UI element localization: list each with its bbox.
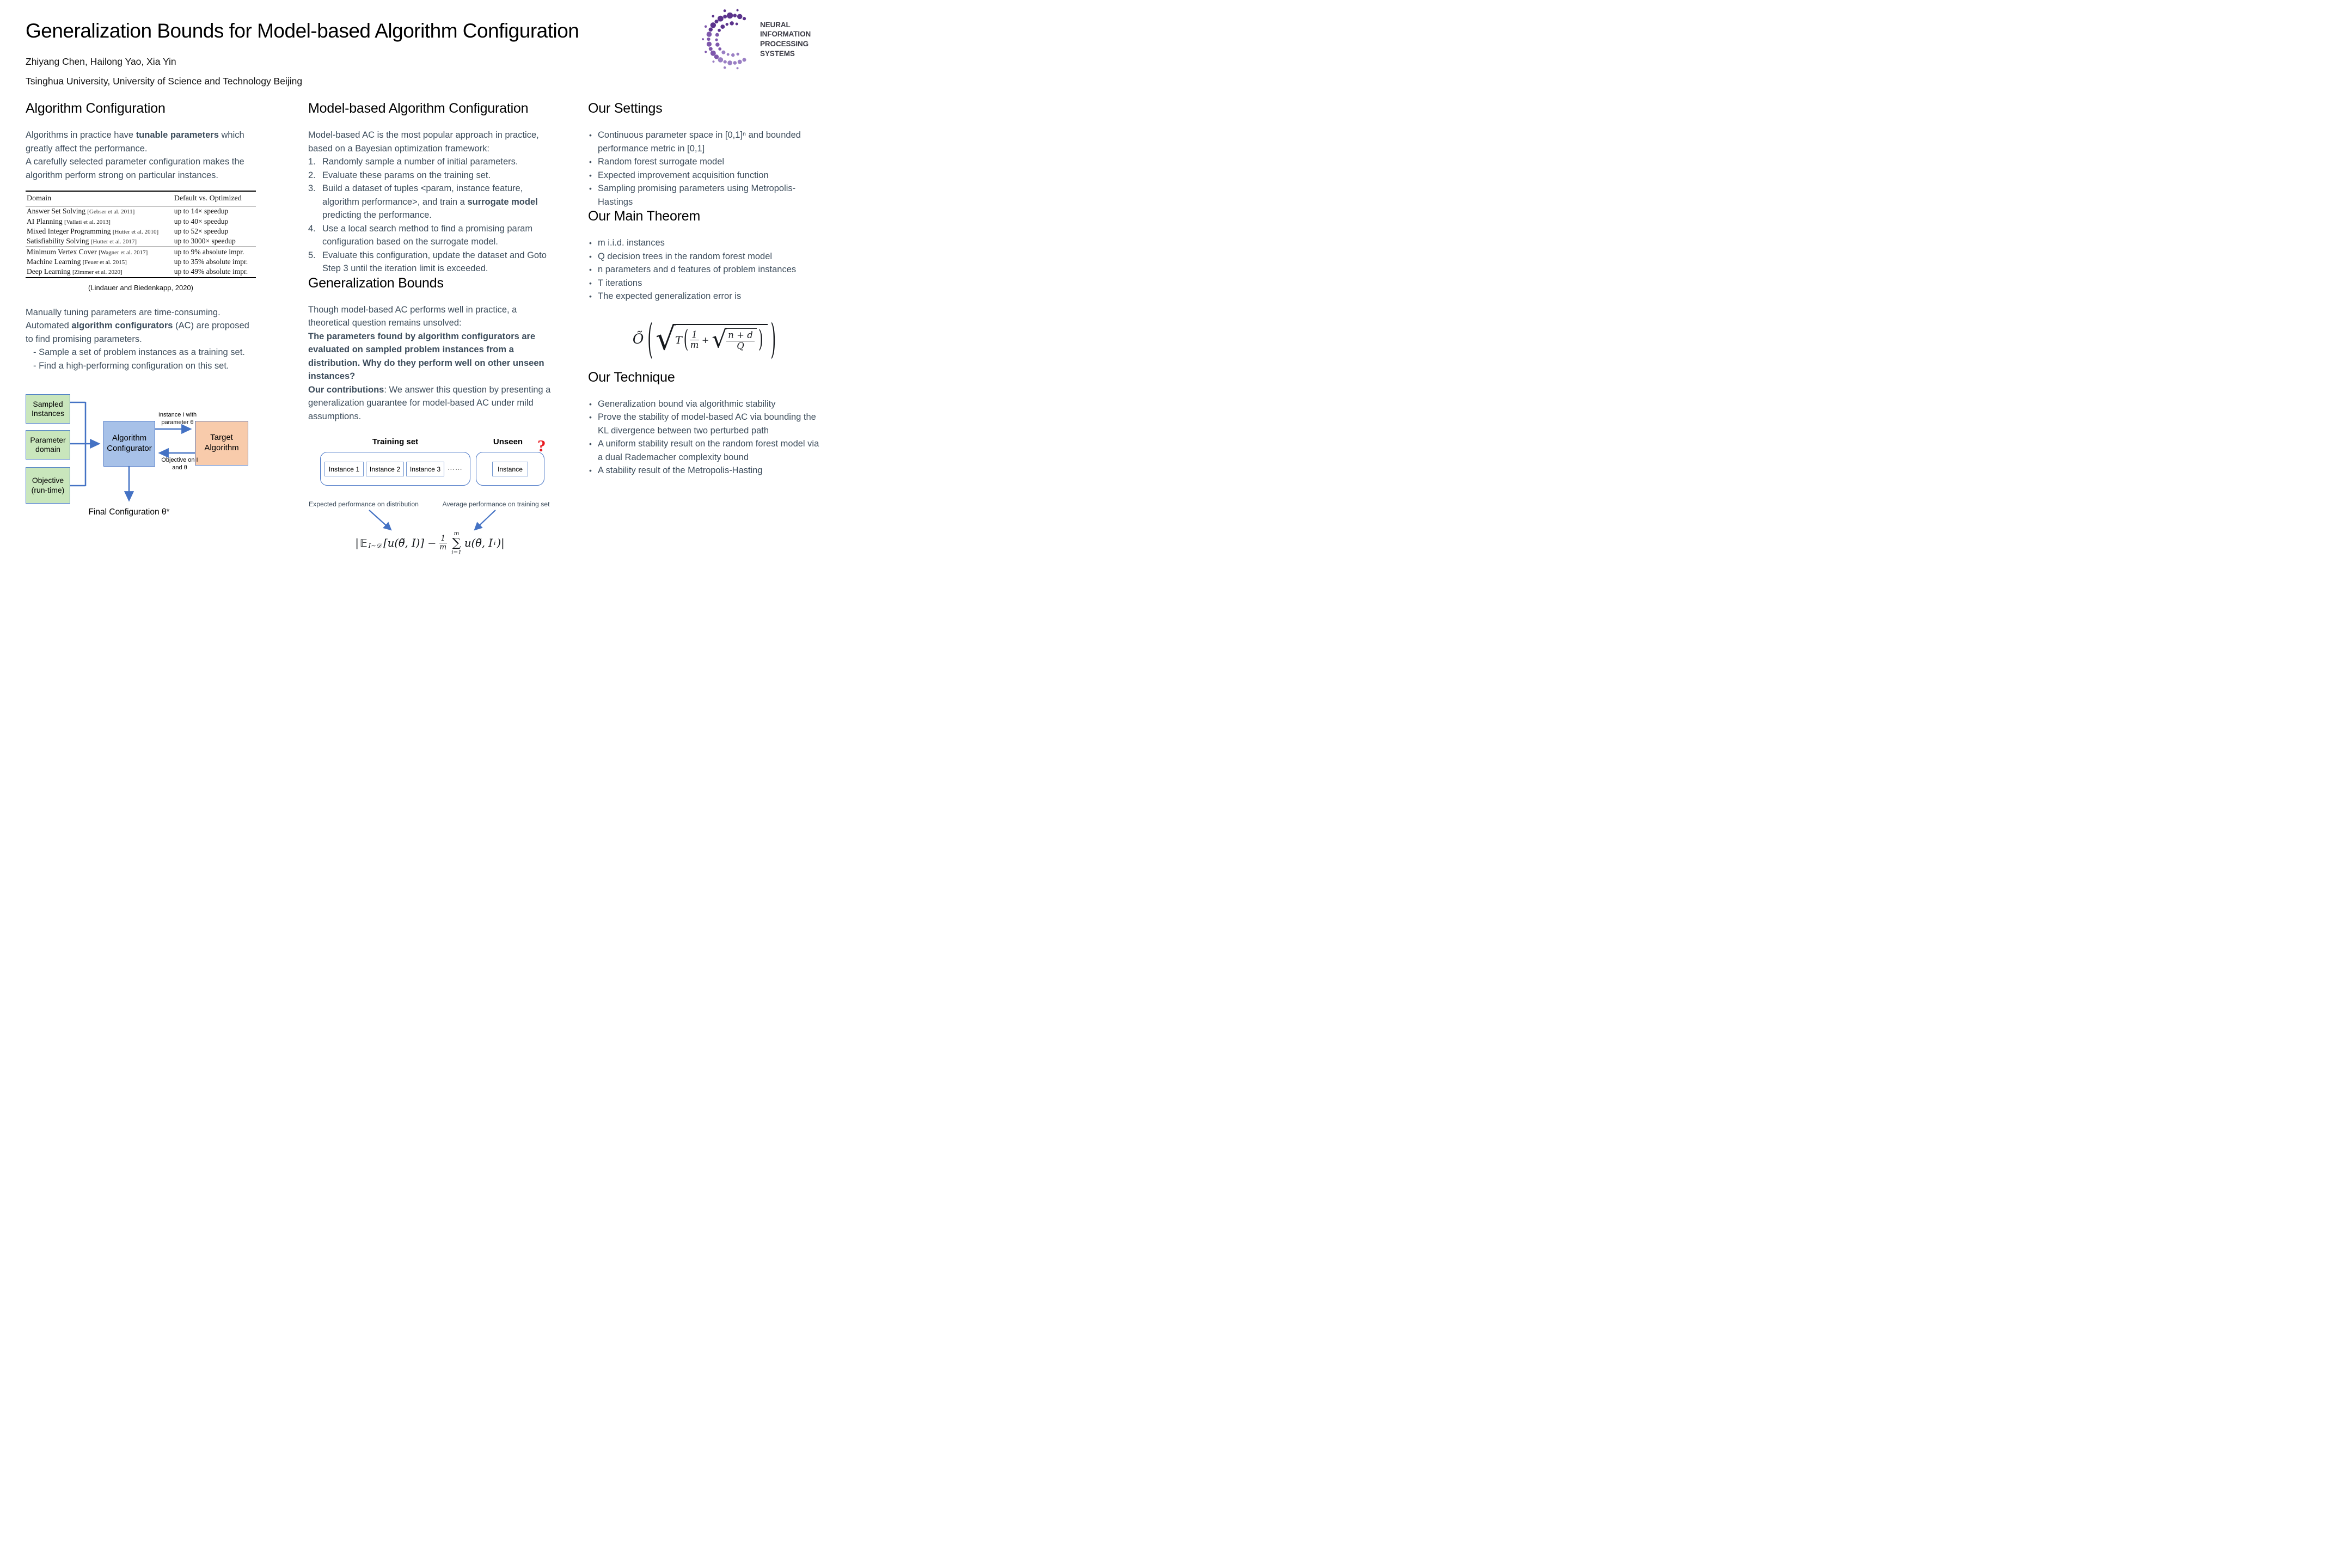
list-item-step3: 3. Build a dataset of tuples <param, instance feature, algorithm performance>, and train a surrogate model predicting the performance. <box>308 183 538 220</box>
annotation-arrows-icon <box>308 508 552 533</box>
bullet-icon: • <box>589 170 592 180</box>
section-title-model-based-ac: Model-based Algorithm Configuration <box>308 101 529 116</box>
paragraph-carefully-selected: A carefully selected parameter configuration makes the algorithm perform strong on particular instances. <box>26 157 244 180</box>
box-objective-runtime: Objective (run-time) <box>26 467 70 504</box>
results-table <box>26 191 256 278</box>
training-set-figure <box>308 437 552 493</box>
box-sampled-instances: Sampled Instances <box>26 394 70 424</box>
list-item: • Generalization bound via algorithmic stability <box>588 397 823 411</box>
neurips-logo <box>701 4 842 74</box>
speedup-table-wrap <box>26 191 256 292</box>
list-item: • m i.i.d. instances <box>588 236 823 250</box>
table-caption: (Lindauer and Biedenkapp, 2020) <box>88 283 193 292</box>
section-title-our-technique: Our Technique <box>588 369 675 385</box>
paragraph-automated-ac: Automated algorithm configurators (AC) are proposed to find promising parameters. <box>26 321 249 344</box>
paragraph-model-based-intro: Model-based AC is the most popular approach in practice, based on a Bayesian optimization framework: <box>308 130 539 154</box>
ellipsis-dots: ⋯⋯ <box>448 464 463 473</box>
column-our-results <box>588 101 823 477</box>
algorithm-configurator-diagram <box>26 393 256 530</box>
dash-item-sample: - Sample a set of problem instances as a training set. <box>33 347 245 358</box>
bullet-icon: • <box>589 238 592 247</box>
list-item: • T iterations <box>588 277 823 290</box>
affiliation: Tsinghua University, University of Science and Technology Beijing <box>26 76 303 87</box>
bullet-icon: • <box>589 399 592 408</box>
list-item: • A uniform stability result on the random forest model via a dual Rademacher complexity bound <box>588 437 823 464</box>
list-item: • Expected improvement acquisition function <box>588 169 823 182</box>
section-title-our-main-theorem: Our Main Theorem <box>588 209 701 224</box>
list-item-step2: 2. Evaluate these params on the training set. <box>308 170 491 180</box>
list-item: • The expected generalization error is <box>588 290 823 303</box>
bayesian-steps-list <box>308 155 552 275</box>
label-average-performance: Average performance on training set <box>442 500 550 508</box>
list-item: • A stability result of the Metropolis-Hasting <box>588 464 823 477</box>
settings-list <box>588 128 823 209</box>
box-algorithm-configurator: Algorithm Configurator <box>103 421 155 467</box>
label-training-set: Training set <box>372 437 419 446</box>
list-item: • Prove the stability of model-based AC via bounding the KL divergence between two perturbed path <box>588 411 823 437</box>
bullet-icon: • <box>589 184 592 193</box>
generalization-gap-formula: | 𝔼 I∼𝒟 [u(θ̃, I)] − $\frac{1}{m}$ m ∑ i=1 u(θ̃, I i )| <box>355 530 505 556</box>
neurips-logo-text <box>760 20 842 58</box>
label-final-configuration: Final Configuration θ* <box>88 507 170 517</box>
outer-square-root: √ T ( $\frac{1}{m}$ + √ $\frac{n + d}{Q}$ ) <box>656 324 768 354</box>
table-row: Answer Set Solving [Gebser et al. 2011] up to 14× speedup <box>27 207 229 216</box>
instance-2-box: Instance 2 <box>366 462 404 476</box>
inner-square-root: √ $\frac{n + d}{Q}$ <box>712 328 757 352</box>
generalization-gap-figure <box>308 500 552 555</box>
bullet-icon: • <box>589 252 592 261</box>
logo-line1: NEURAL INFORMATION <box>760 20 811 39</box>
list-item: • n parameters and d features of problem instances <box>588 263 823 277</box>
instance-1-box: Instance 1 <box>324 462 364 476</box>
bullet-icon: • <box>589 292 592 301</box>
label-unseen: Unseen <box>493 437 523 446</box>
paragraph-tunable-parameters: Algorithms in practice have tunable parameters which greatly affect the performance. A carefully selected parameter configuration makes the algorithm perform strong on particular instances. <box>26 128 256 182</box>
o-tilde-symbol: Õ <box>632 331 644 347</box>
paragraph-theoretical-question: Though model-based AC performs well in practice, a theoretical question remains unsolved: <box>308 304 517 328</box>
paragraph-key-question: The parameters found by algorithm configurators are evaluated on sampled problem instances from a distribution. Why do they perform well on other unseen instances? <box>308 331 544 381</box>
authors: Zhiyang Chen, Hailong Yao, Xia Yin <box>26 56 176 67</box>
label-instance-with-parameter: Instance I with parameter θ <box>158 412 197 426</box>
box-target-algorithm: Target Algorithm <box>195 421 248 465</box>
table-row: Minimum Vertex Cover [Wagner et al. 2017] up to 9% absolute impr. <box>26 247 256 257</box>
list-item-step1: 1. Randomly sample a number of initial parameters. <box>308 157 518 167</box>
list-item-step4: 4. Use a local search method to find a promising param configuration based on the surrogate model. <box>308 223 533 247</box>
table-row: AI Planning [Vallati et al. 2013] up to 40× speedup <box>27 217 229 225</box>
bullet-icon: • <box>589 466 592 475</box>
label-expected-performance: Expected performance on distribution <box>309 500 419 508</box>
summation-symbol: m ∑ i=1 <box>451 530 462 556</box>
expectation-symbol: 𝔼 <box>359 537 367 549</box>
table-row: Machine Learning [Feuer et al. 2015] up to 35% absolute impr. <box>27 258 248 266</box>
theorem-assumptions-list <box>588 236 823 303</box>
technique-list <box>588 397 823 477</box>
bullet-icon: • <box>589 131 592 139</box>
one-over-m-fraction: $\frac{1}{m}$ <box>690 329 699 350</box>
list-item: • Q decision trees in the random forest model <box>588 250 823 264</box>
n-plus-d-over-q-fraction: $\frac{n + d}{Q}$ <box>726 330 755 351</box>
one-over-m-fraction: $\frac{1}{m}$ <box>439 534 447 552</box>
paragraph-manual-tuning: Manually tuning parameters are time-consuming. Automated algorithm configurators (AC) are proposed to find promising parameters. - Sample a set of problem instances as a training set. - Find a high-performing configuration on this set. <box>26 306 256 373</box>
table-row: Mixed Integer Programming [Hutter et al. 2010] up to 52× speedup <box>27 226 229 235</box>
poster <box>0 0 842 561</box>
main-theorem-formula: Õ ( √ T ( $\frac{1}{m}$ + √ $\frac{n + d}{Q}$ ) ) <box>632 315 776 363</box>
bullet-icon: • <box>589 439 592 448</box>
list-item-step5: 5. Evaluate this configuration, update the dataset and Goto Step 3 until the iteration limit is exceeded. <box>308 250 547 273</box>
bullet-icon: • <box>589 413 592 421</box>
neurips-dots-icon <box>701 8 758 71</box>
table-header-domain: Domain <box>26 191 173 206</box>
section-title-our-settings: Our Settings <box>588 101 663 116</box>
instance-3-box: Instance 3 <box>406 462 444 476</box>
section-title-generalization-bounds: Generalization Bounds <box>308 275 444 291</box>
section-title-algorithm-configuration: Algorithm Configuration <box>26 101 166 116</box>
dash-item-find: - Find a high-performing configuration on this set. <box>33 360 229 371</box>
bullet-icon: • <box>589 265 592 274</box>
red-question-mark: ? <box>537 436 546 455</box>
unseen-instance-box: Instance <box>492 462 528 476</box>
table-header-result: Default vs. Optimized <box>173 191 256 206</box>
box-parameter-domain: Parameter domain <box>26 430 70 460</box>
page-title: Generalization Bounds for Model-based Algorithm Configuration <box>26 20 579 42</box>
table-row: Deep Learning [Zimmer et al. 2020] up to 49% absolute impr. <box>27 267 248 276</box>
logo-line2: PROCESSING SYSTEMS <box>760 40 809 58</box>
paragraph-contributions: Our contributions: We answer this question by presenting a generalization guarantee for model-based AC under mild assumptions. <box>308 384 551 421</box>
label-objective-on-i-theta: Objective on I and θ <box>161 457 198 471</box>
list-item: • Continuous parameter space in [0,1]ⁿ and bounded performance metric in [0,1] <box>588 128 823 155</box>
column-model-based-ac <box>308 101 552 555</box>
list-item: • Random forest surrogate model <box>588 155 823 169</box>
bullet-icon: • <box>589 157 592 166</box>
table-row: Satisfiability Solving [Hutter et al. 2017] up to 3000× speedup <box>27 237 236 246</box>
bullet-icon: • <box>589 278 592 287</box>
column-algorithm-configuration <box>26 101 256 530</box>
list-item: • Sampling promising parameters using Metropolis-Hastings <box>588 182 823 209</box>
header <box>26 20 679 87</box>
